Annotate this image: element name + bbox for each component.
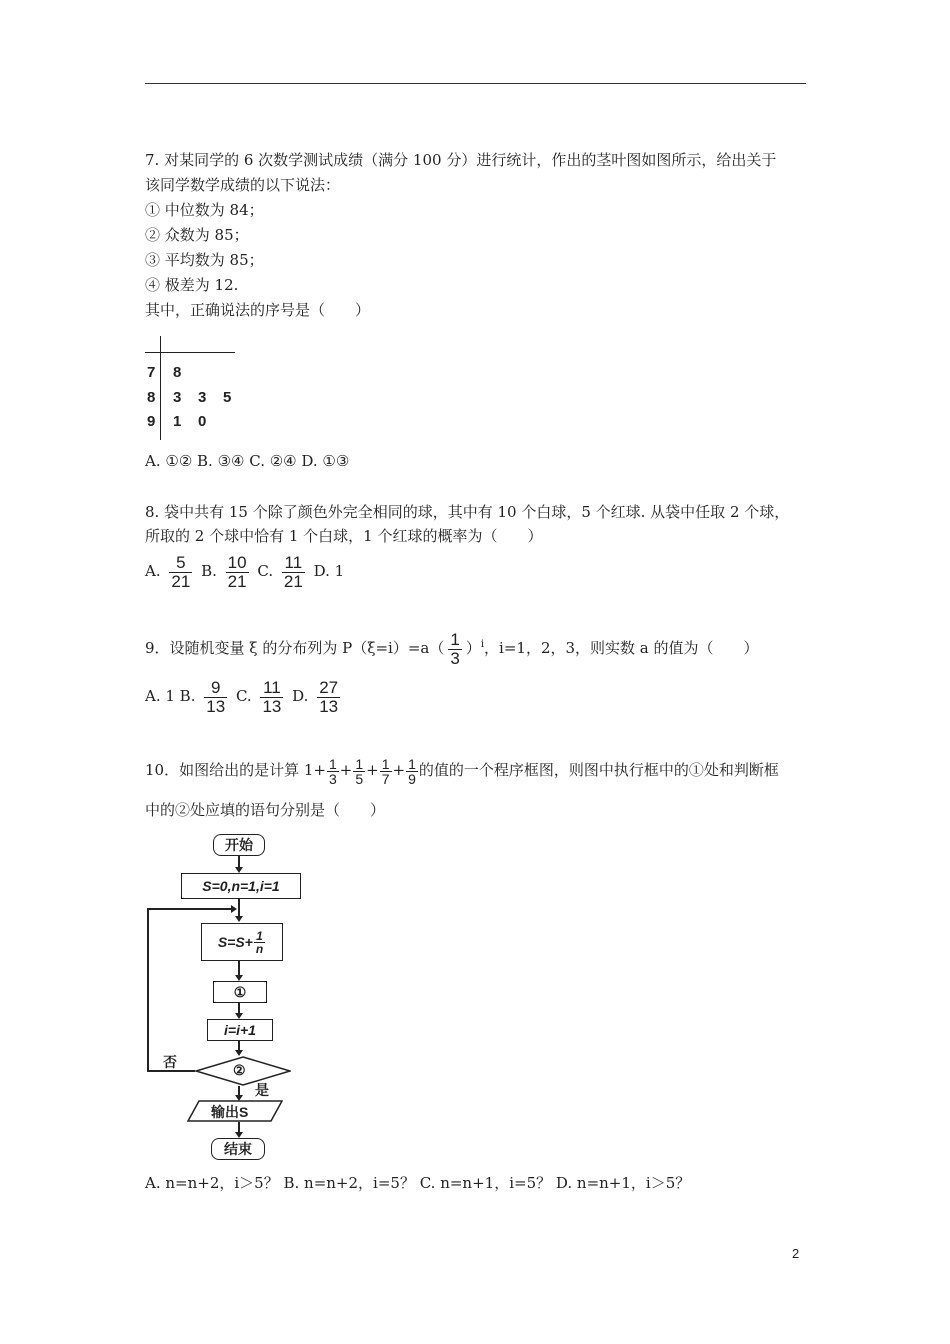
option-c-label: C. xyxy=(257,562,274,580)
numerator: 1 xyxy=(254,930,265,943)
denominator: 3 xyxy=(450,648,460,668)
denominator: 21 xyxy=(283,571,303,591)
denominator: 5 xyxy=(355,770,364,787)
numerator: 1 xyxy=(355,755,364,772)
q9-line1: 9．设随机变量 ξ 的分布列为 P（ξ=i）=a（ $\frac{1}{3}$ ）$^i$，i=1，2，3，则实数 a 的值为（ ） xyxy=(145,629,759,668)
q7-statement-3: ③ 平均数为 85； xyxy=(145,251,264,269)
exponent: i xyxy=(480,639,485,650)
flow-condition: ② xyxy=(233,1062,246,1078)
denominator: 21 xyxy=(227,571,247,591)
yes-label: 是 xyxy=(255,1082,269,1098)
arrow-right-icon xyxy=(231,905,237,913)
q9-options xyxy=(145,676,344,716)
q10-line1 xyxy=(145,752,779,788)
fraction xyxy=(282,554,305,591)
update-expression: S=S+ xyxy=(217,934,253,950)
leaf: 8 xyxy=(173,364,182,381)
leaf: 3 xyxy=(198,389,207,406)
option-d-label: D. xyxy=(292,687,309,705)
fraction xyxy=(406,757,418,786)
q7-options: A. ①② B. ③④ C. ②④ D. ①③ xyxy=(145,452,350,470)
flow-update xyxy=(201,923,283,961)
plus-sign: + xyxy=(392,761,406,779)
loop-back-line xyxy=(147,908,149,1070)
q7-statement-1: ① 中位数为 84； xyxy=(145,201,264,219)
q7-statement-4: ④ 极差为 12. xyxy=(145,276,239,294)
denominator: 21 xyxy=(171,571,191,591)
plus-sign: + xyxy=(339,761,353,779)
q8-line1: 8. 袋中共有 15 个除了颜色外完全相同的球，其中有 10 个白球，5 个红球. 从袋中任取 2 个球， xyxy=(145,503,790,521)
stem-leaf-header-rule xyxy=(145,352,235,353)
fraction xyxy=(448,631,461,668)
numerator: 1 xyxy=(408,755,416,772)
fraction xyxy=(260,679,283,716)
fraction xyxy=(226,554,249,591)
numerator: 9 xyxy=(204,679,227,698)
denominator: 13 xyxy=(262,696,282,716)
plus-sign: + xyxy=(366,761,379,779)
leaf: 3 xyxy=(173,389,182,406)
numerator: 11 xyxy=(260,679,283,698)
q10-options: A. n=n+2，i＞5？ B. n=n+2，i=5？ C. n=n+1，i=5？ D. n=n+1，i＞5？ xyxy=(145,1174,691,1192)
denominator: 9 xyxy=(408,770,416,787)
numerator: 1 xyxy=(450,629,460,649)
program-flowchart xyxy=(145,832,305,1162)
q7-line1: 7. 对某同学的 6 次数学测试成绩（满分 100 分）进行统计，作出的茎叶图如图所示，给出关于 xyxy=(145,151,777,169)
header-rule xyxy=(145,83,806,84)
q10-pre: 10．如图给出的是计算 1+ xyxy=(145,761,326,779)
stem-9: 9 xyxy=(147,413,156,430)
denominator: 13 xyxy=(319,696,339,716)
fraction xyxy=(204,679,227,716)
option-a-label: A. xyxy=(145,562,161,580)
denominator: 3 xyxy=(328,770,337,787)
flow-start: 开始 xyxy=(213,834,265,856)
numerator: 10 xyxy=(227,552,247,572)
q8-options xyxy=(145,551,344,591)
q10-line2: 中的②处应填的语句分别是（ ） xyxy=(145,801,386,819)
flow-init: S=0,n=1,i=1 xyxy=(181,873,301,899)
option-c-label: C. xyxy=(235,687,252,705)
page-number: 2 xyxy=(792,1246,800,1261)
denominator: 7 xyxy=(381,770,390,787)
flow-increment: i=i+1 xyxy=(207,1019,273,1041)
fraction xyxy=(317,679,340,716)
leaf: 0 xyxy=(198,413,207,430)
fraction xyxy=(254,930,265,955)
denominator: n xyxy=(255,941,264,956)
option-d: D. 1 xyxy=(313,562,345,580)
q7-question: 其中，正确说法的序号是（ ） xyxy=(145,301,371,319)
fraction xyxy=(353,757,365,786)
fraction xyxy=(380,757,392,786)
option-a-b-label: A. 1 B. xyxy=(145,687,196,705)
q10-post: 的值的一个程序框图，则图中执行框中的①处和判断框 xyxy=(418,761,779,779)
q9-post: ，i=1，2，3，则实数 a 的值为（ ） xyxy=(484,639,759,657)
stem-8: 8 xyxy=(147,389,156,406)
output-label: 输出S xyxy=(211,1104,249,1120)
numerator: 1 xyxy=(328,755,337,772)
numerator: 5 xyxy=(169,554,192,573)
option-b-label: B. xyxy=(201,562,217,580)
flow-end: 结束 xyxy=(211,1138,265,1160)
q9-pre: 9．设随机变量 ξ 的分布列为 P（ξ=i）=a（ xyxy=(145,639,445,657)
leaf: 5 xyxy=(223,389,232,406)
numerator: 11 xyxy=(282,554,305,573)
fraction xyxy=(327,757,339,786)
numerator: 1 xyxy=(381,755,390,772)
arrow-down-icon xyxy=(235,916,243,922)
numerator: 27 xyxy=(319,677,339,697)
denominator: 13 xyxy=(206,696,226,716)
no-label: 否 xyxy=(163,1054,177,1070)
stem-7: 7 xyxy=(147,364,156,381)
q7-statement-2: ② 众数为 85； xyxy=(145,226,249,244)
stem-leaf-divider xyxy=(160,336,161,440)
loop-back-line xyxy=(147,908,233,910)
fraction xyxy=(169,554,192,591)
leaf: 1 xyxy=(173,413,182,430)
stem-leaf-plot xyxy=(145,336,245,436)
q8-line2: 所取的 2 个球中恰有 1 个白球，1 个红球的概率为（ ） xyxy=(145,527,543,545)
q7-line2: 该同学数学成绩的以下说法： xyxy=(145,176,341,194)
flow-step1: ① xyxy=(213,981,267,1003)
